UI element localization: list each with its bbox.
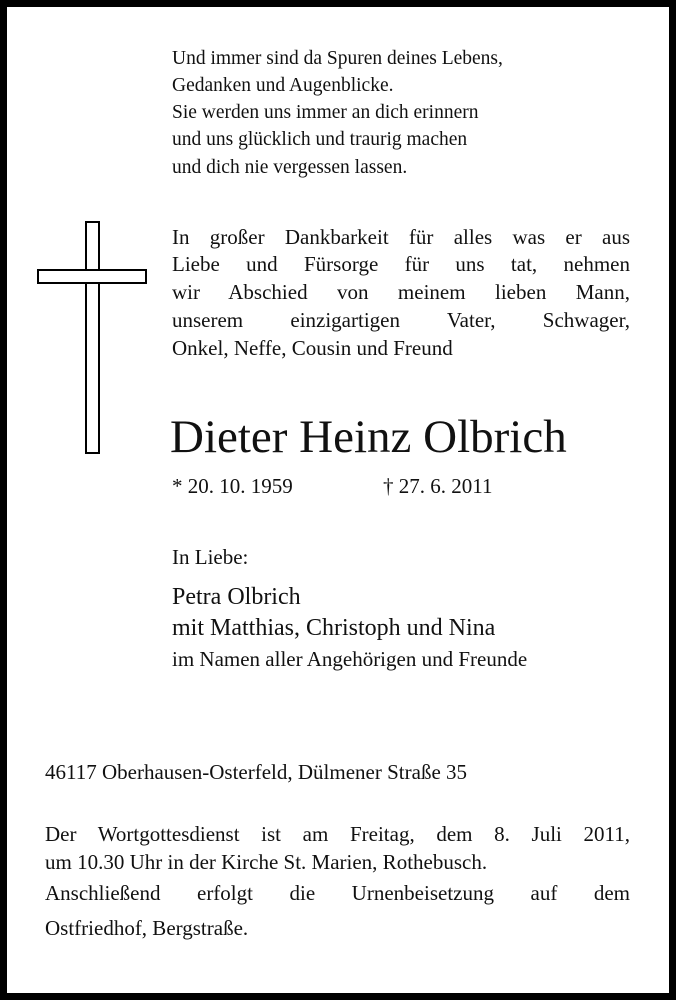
service-line: Der Wortgottesdienst ist am Freitag, dem 8. Juli 2011,	[45, 822, 630, 846]
poem-line: und uns glücklich und traurig machen	[172, 129, 468, 150]
deceased-name: Dieter Heinz Olbrich	[170, 411, 567, 463]
mourner-line: im Namen aller Angehörigen und Freunde	[172, 647, 528, 671]
address: 46117 Oberhausen-Osterfeld, Dülmener Straße 35	[45, 760, 468, 784]
death-date: † 27. 6. 2011	[383, 474, 493, 498]
service-line: Ostfriedhof, Bergstraße.	[45, 916, 249, 940]
poem-line: Gedanken und Augenblicke.	[172, 75, 394, 96]
poem-line: Und immer sind da Spuren deines Lebens,	[172, 48, 503, 69]
poem-line: Sie werden uns immer an dich erinnern	[172, 102, 479, 123]
service-line: Anschließend erfolgt die Urnenbeisetzung auf dem	[45, 881, 630, 905]
mourners-heading: In Liebe:	[172, 545, 249, 569]
mourner-line: mit Matthias, Christoph und Nina	[172, 615, 496, 641]
service-line: um 10.30 Uhr in der Kirche St. Marien, Rothebusch.	[45, 850, 488, 874]
intro-line: wir Abschied von meinem lieben Mann,	[172, 280, 630, 304]
birth-date: * 20. 10. 1959	[172, 474, 293, 498]
intro-line: unserem einzigartigen Vater, Schwager,	[172, 308, 630, 332]
intro-line: In großer Dankbarkeit für alles was er aus	[172, 225, 630, 249]
intro-line: Liebe und Fürsorge für uns tat, nehmen	[172, 252, 630, 276]
mourner-line: Petra Olbrich	[172, 584, 301, 610]
intro-line: Onkel, Neffe, Cousin und Freund	[172, 336, 453, 360]
poem-line: und dich nie vergessen lassen.	[172, 157, 408, 178]
